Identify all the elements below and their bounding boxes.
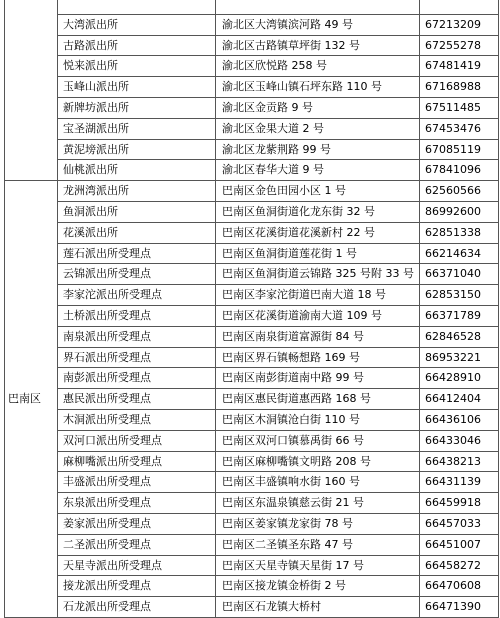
table-row [5,534,499,555]
phone-cell: 67453476 [420,118,499,139]
station-name-cell: 接龙派出所受理点 [58,576,216,597]
address-cell: 巴南区二圣镇圣东路 47 号 [216,534,420,555]
table-row [5,326,499,347]
station-name-cell: 莲石派出所受理点 [58,243,216,264]
address-cell: 巴南区接龙镇金桥街 2 号 [216,576,420,597]
station-name-cell: 鱼洞派出所 [58,201,216,222]
station-name-cell [58,0,216,14]
address-cell: 渝北区金贡路 9 号 [216,97,420,118]
station-name-cell: 南彭派出所受理点 [58,368,216,389]
station-name-cell: 天星寺派出所受理点 [58,555,216,576]
phone-cell: 66436106 [420,409,499,430]
phone-cell: 66458272 [420,555,499,576]
table-row [5,77,499,98]
phone-cell: 66412404 [420,389,499,410]
station-name-cell: 李家沱派出所受理点 [58,285,216,306]
address-cell: 巴南区天星寺镇天星街 17 号 [216,555,420,576]
phone-cell: 66457033 [420,513,499,534]
station-name-cell: 石龙派出所受理点 [58,597,216,618]
phone-cell: 66433046 [420,430,499,451]
address-cell: 巴南区石龙镇大桥村 [216,597,420,618]
station-name-cell: 玉峰山派出所 [58,77,216,98]
address-cell: 巴南区南泉街道富源街 84 号 [216,326,420,347]
police-station-table [4,0,499,618]
table-row [5,555,499,576]
phone-cell: 66371040 [420,264,499,285]
table-row [5,139,499,160]
phone-cell: 86992600 [420,201,499,222]
phone-cell: 66459918 [420,493,499,514]
table-row [5,409,499,430]
phone-cell: 66451007 [420,534,499,555]
phone-cell: 66431139 [420,472,499,493]
phone-cell: 62853150 [420,285,499,306]
phone-cell: 66428910 [420,368,499,389]
phone-cell: 67085119 [420,139,499,160]
phone-cell [420,0,499,14]
address-cell: 巴南区鱼洞街道莲花街 1 号 [216,243,420,264]
station-name-cell: 惠民派出所受理点 [58,389,216,410]
station-name-cell: 土桥派出所受理点 [58,305,216,326]
address-cell: 渝北区古路镇草坪街 132 号 [216,35,420,56]
district-cell [5,0,58,181]
table-row [5,347,499,368]
phone-cell: 67213209 [420,14,499,35]
table-row [5,0,499,14]
address-cell: 巴南区花溪街道花溪新村 22 号 [216,222,420,243]
address-cell: 巴南区南彭街道南中路 99 号 [216,368,420,389]
district-cell: 巴南区 [5,181,58,618]
station-name-cell: 宝圣湖派出所 [58,118,216,139]
table-row [5,368,499,389]
address-cell: 渝北区欣悦路 258 号 [216,56,420,77]
phone-cell: 66214634 [420,243,499,264]
table-row [5,201,499,222]
station-name-cell: 丰盛派出所受理点 [58,472,216,493]
phone-cell: 66438213 [420,451,499,472]
station-name-cell: 木洞派出所受理点 [58,409,216,430]
table-row [5,264,499,285]
table-row [5,97,499,118]
address-cell: 渝北区大湾镇滨河路 49 号 [216,14,420,35]
table-row [5,14,499,35]
address-cell: 渝北区金果大道 2 号 [216,118,420,139]
address-cell: 巴南区惠民街道惠西路 168 号 [216,389,420,410]
station-name-cell: 东泉派出所受理点 [58,493,216,514]
address-cell: 巴南区花溪街道渝南大道 109 号 [216,305,420,326]
station-name-cell: 二圣派出所受理点 [58,534,216,555]
address-cell: 巴南区界石镇畅想路 169 号 [216,347,420,368]
table-row [5,35,499,56]
station-name-cell: 悦来派出所 [58,56,216,77]
station-name-cell: 仙桃派出所 [58,160,216,181]
table-row [5,430,499,451]
station-name-cell: 黄泥塝派出所 [58,139,216,160]
station-name-cell: 龙洲湾派出所 [58,181,216,202]
table-row [5,243,499,264]
station-name-cell: 南泉派出所受理点 [58,326,216,347]
address-cell: 巴南区麻柳嘴镇文明路 208 号 [216,451,420,472]
station-name-cell: 花溪派出所 [58,222,216,243]
phone-cell: 66471390 [420,597,499,618]
table-body [5,0,499,617]
station-name-cell: 界石派出所受理点 [58,347,216,368]
address-cell: 渝北区玉峰山镇石坪东路 110 号 [216,77,420,98]
table-row [5,118,499,139]
address-cell [216,0,420,14]
station-name-cell: 新牌坊派出所 [58,97,216,118]
table-row [5,493,499,514]
phone-cell: 86953221 [420,347,499,368]
station-name-cell: 云锦派出所受理点 [58,264,216,285]
phone-cell: 67511485 [420,97,499,118]
address-cell: 渝北区龙紫荆路 99 号 [216,139,420,160]
address-cell: 巴南区金色田园小区 1 号 [216,181,420,202]
table-row [5,305,499,326]
address-cell: 巴南区鱼洞街道化龙东街 32 号 [216,201,420,222]
table-row [5,181,499,202]
address-cell: 巴南区木洞镇沧白街 110 号 [216,409,420,430]
table-row [5,597,499,618]
table-row [5,222,499,243]
station-name-cell: 双河口派出所受理点 [58,430,216,451]
station-name-cell: 麻柳嘴派出所受理点 [58,451,216,472]
table-row [5,472,499,493]
table-row [5,389,499,410]
table-row [5,513,499,534]
phone-cell: 62851338 [420,222,499,243]
phone-cell: 67168988 [420,77,499,98]
table-row [5,576,499,597]
address-cell: 巴南区李家沱街道巴南大道 18 号 [216,285,420,306]
table-row [5,451,499,472]
phone-cell: 62560566 [420,181,499,202]
address-cell: 渝北区春华大道 9 号 [216,160,420,181]
phone-cell: 67255278 [420,35,499,56]
phone-cell: 66470608 [420,576,499,597]
station-name-cell: 大湾派出所 [58,14,216,35]
table-row [5,56,499,77]
address-cell: 巴南区双河口镇慕禹街 66 号 [216,430,420,451]
address-cell: 巴南区丰盛镇响水街 160 号 [216,472,420,493]
address-cell: 巴南区鱼洞街道云锦路 325 号附 33 号 [216,264,420,285]
address-cell: 巴南区姜家镇龙家街 78 号 [216,513,420,534]
phone-cell: 62846528 [420,326,499,347]
station-name-cell: 姜家派出所受理点 [58,513,216,534]
address-cell: 巴南区东温泉镇慈云街 21 号 [216,493,420,514]
phone-cell: 67841096 [420,160,499,181]
phone-cell: 66371789 [420,305,499,326]
table-row [5,285,499,306]
phone-cell: 67481419 [420,56,499,77]
table-row [5,160,499,181]
station-name-cell: 古路派出所 [58,35,216,56]
